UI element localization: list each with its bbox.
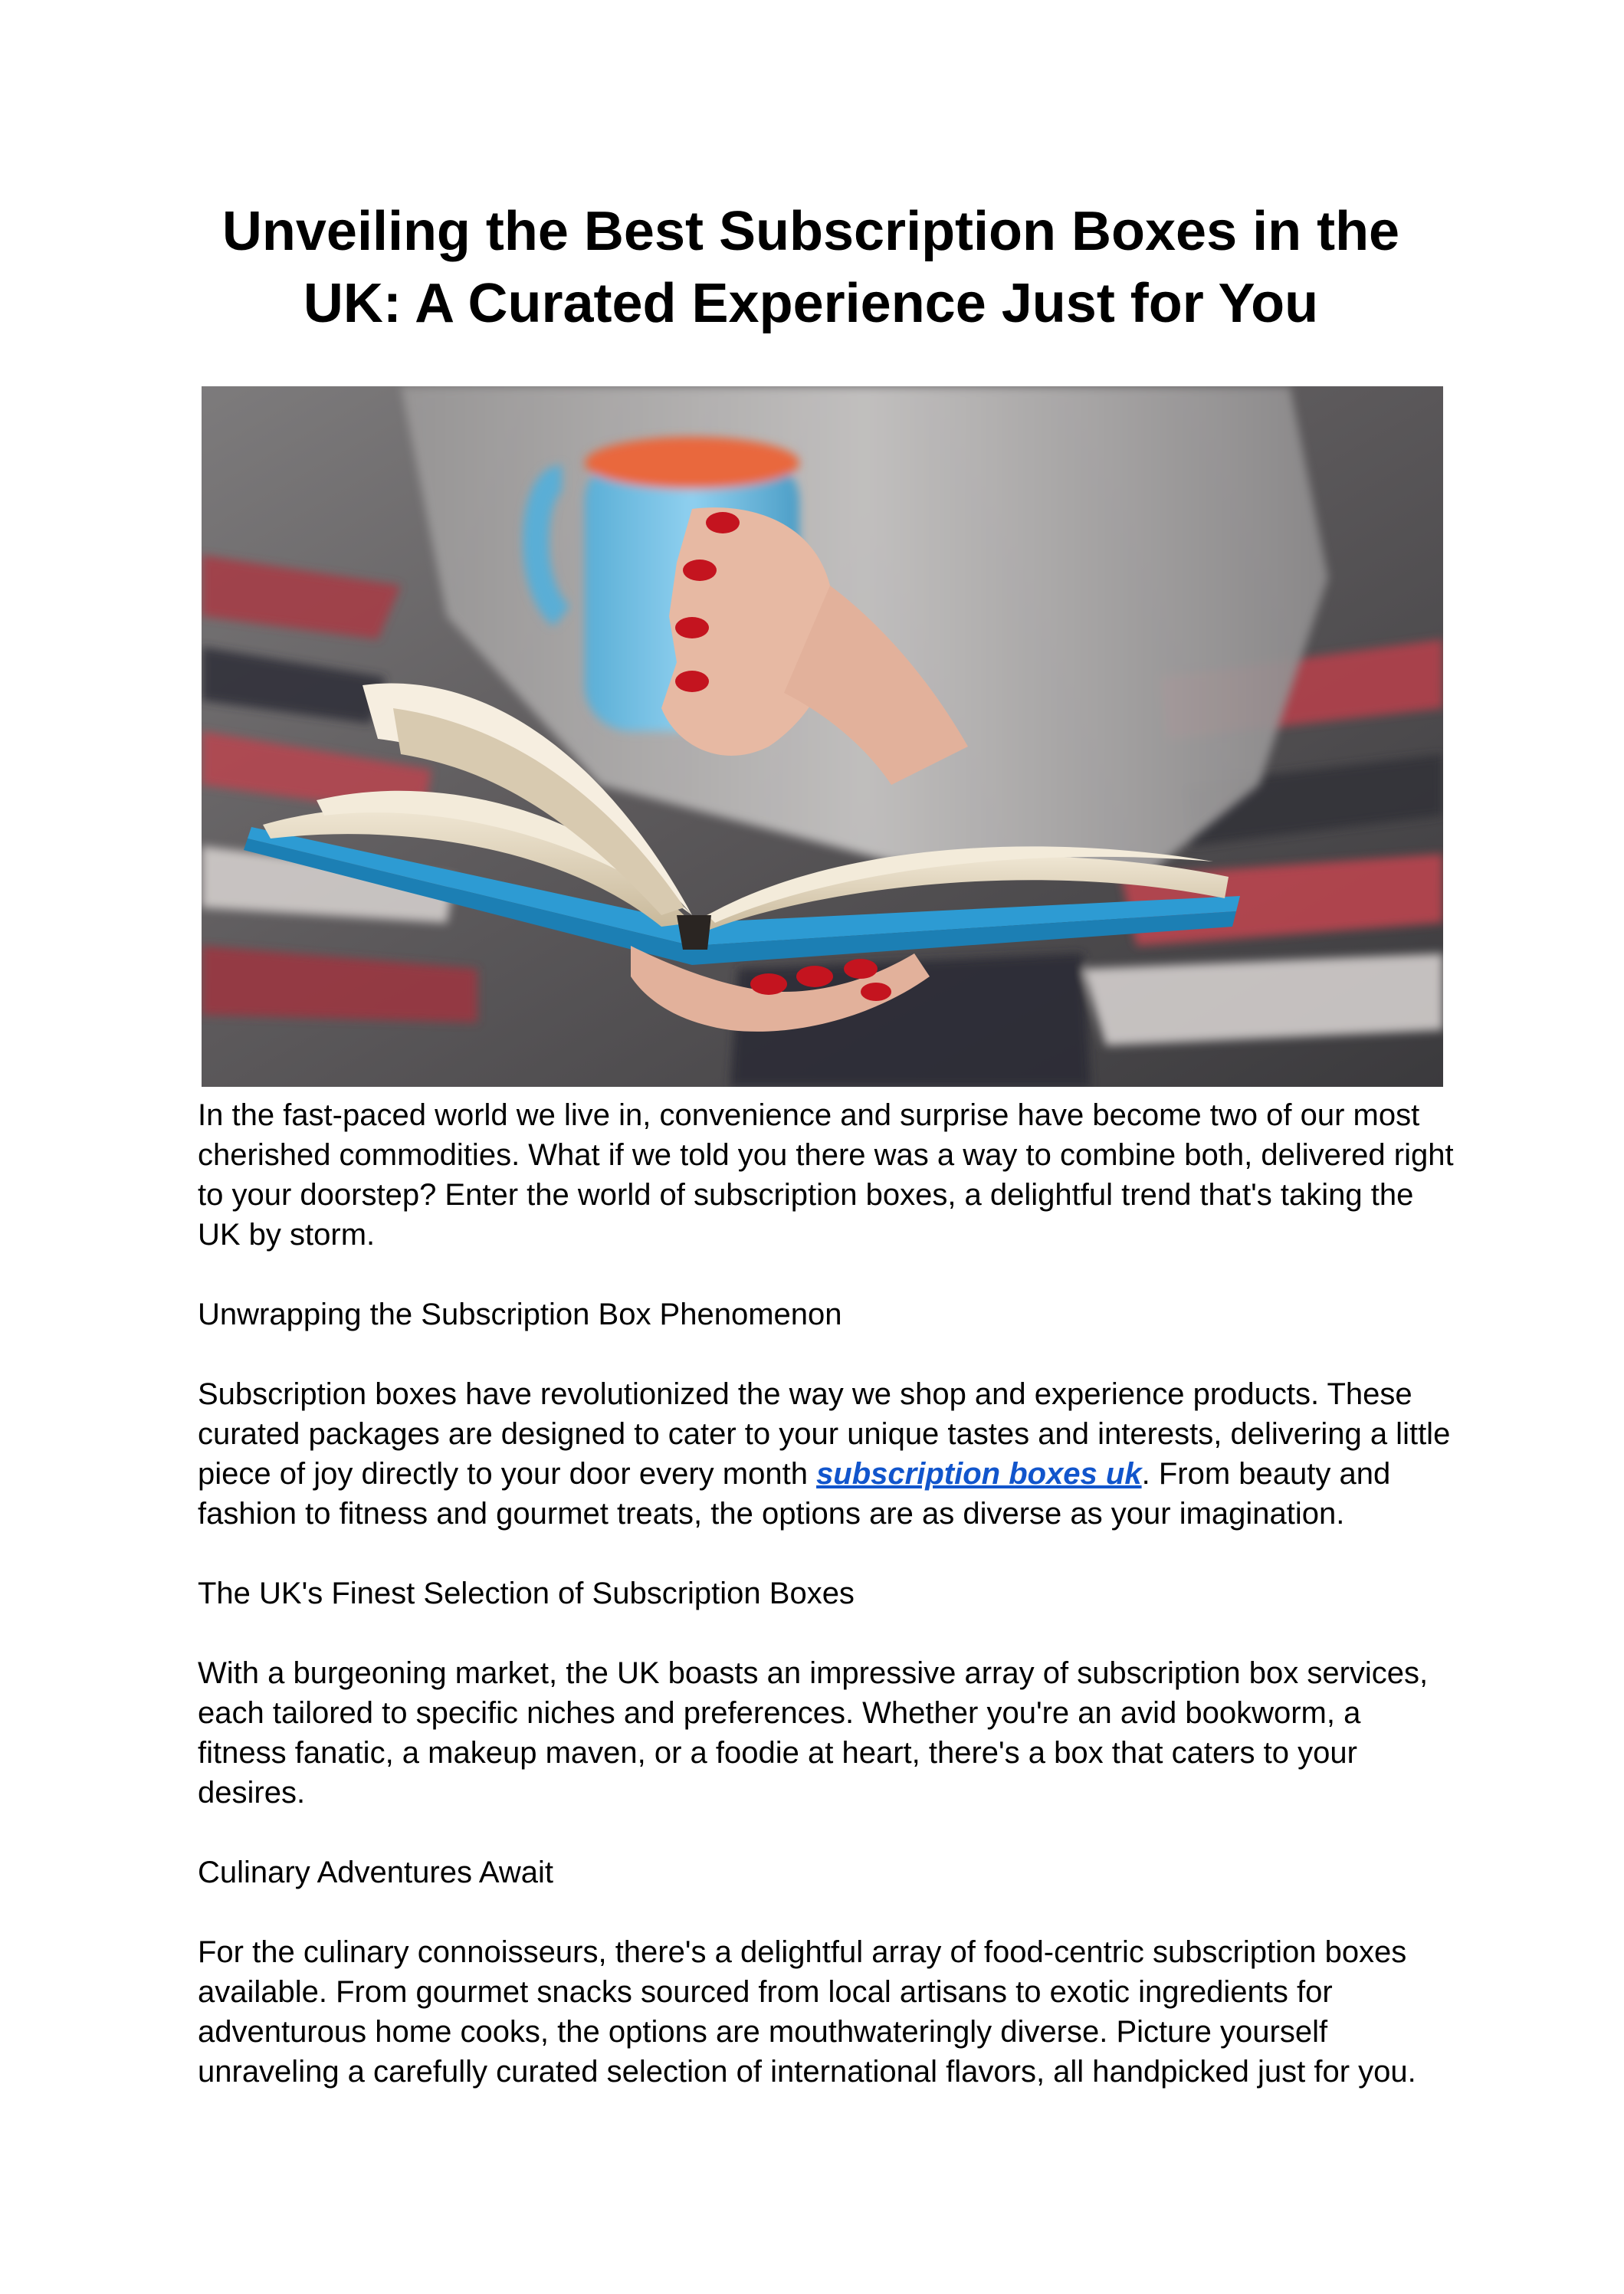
- paragraph-intro-line-4: UK by storm.: [198, 1218, 376, 1252]
- hero-image-reading-book-with-tea: [202, 386, 1443, 1087]
- paragraph-phenomenon-line-3: [198, 1454, 1455, 1494]
- paragraph-intro: [198, 1095, 1455, 1255]
- paragraph-uk-selection-line-3: fitness fanatic, a makeup maven, or a foodie at heart, there's a box that caters to your: [198, 1736, 1357, 1770]
- paragraph-intro-line-3: to your doorstep? Enter the world of subscription boxes, a delightful trend that's taking the: [198, 1178, 1414, 1212]
- paragraph-culinary-line-3: adventurous home cooks, the options are mouthwateringly diverse. Picture yourself: [198, 2015, 1328, 2049]
- paragraph-phenomenon-line-1: Subscription boxes have revolutionized the way we shop and experience products. These: [198, 1377, 1412, 1411]
- section-heading-culinary: Culinary Adventures Await: [198, 1856, 553, 1889]
- paragraph-phenomenon-line-3-before: piece of joy directly to your door every month: [198, 1457, 817, 1491]
- paragraph-intro-line-1: In the fast-paced world we live in, convenience and surprise have become two of our most: [198, 1098, 1420, 1132]
- paragraph-culinary-line-2: available. From gourmet snacks sourced from local artisans to exotic ingredients for: [198, 1975, 1333, 2009]
- paragraph-intro-line-2: cherished commodities. What if we told you there was a way to combine both, delivered right: [198, 1138, 1454, 1172]
- paragraph-culinary: [198, 1932, 1455, 2092]
- paragraph-uk-selection-line-2: each tailored to specific niches and preferences. Whether you're an avid bookworm, a: [198, 1696, 1361, 1730]
- paragraph-uk-selection: [198, 1653, 1455, 1813]
- paragraph-uk-selection-line-4: desires.: [198, 1776, 306, 1810]
- title-line-2: UK: A Curated Experience Just for You: [303, 273, 1319, 334]
- paragraph-culinary-line-4: unraveling a carefully curated selection of international flavors, all handpicked just for you.: [198, 2055, 1416, 2089]
- paragraph-phenomenon-line-4: fashion to fitness and gourmet treats, the options are as diverse as your imagination.: [198, 1497, 1345, 1531]
- paragraph-culinary-line-1: For the culinary connoisseurs, there's a delightful array of food-centric subscription boxes: [198, 1935, 1407, 1969]
- paragraph-phenomenon: [198, 1374, 1455, 1534]
- page-title: [198, 195, 1424, 340]
- title-line-1: Unveiling the Best Subscription Boxes in the: [221, 201, 1400, 262]
- paragraph-phenomenon-line-3-after: . From beauty and: [1141, 1457, 1391, 1491]
- section-heading-uk-selection: The UK's Finest Selection of Subscription Boxes: [198, 1577, 855, 1610]
- paragraph-uk-selection-line-1: With a burgeoning market, the UK boasts an impressive array of subscription box services,: [198, 1656, 1429, 1690]
- paragraph-phenomenon-line-2: curated packages are designed to cater to your unique tastes and interests, delivering a little: [198, 1417, 1451, 1451]
- section-heading-phenomenon: Unwrapping the Subscription Box Phenomenon: [198, 1298, 842, 1331]
- subscription-boxes-uk-link[interactable]: subscription boxes uk: [816, 1457, 1142, 1491]
